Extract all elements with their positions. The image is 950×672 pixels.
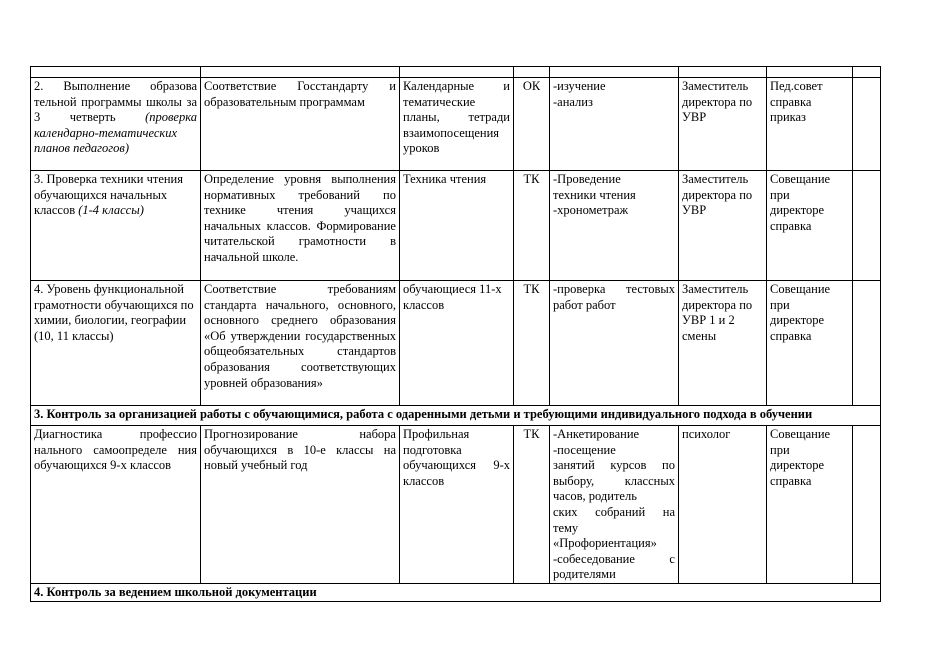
responsible-cell: Заместитель директора по УВР xyxy=(679,171,767,281)
method-item: -Проведение xyxy=(553,172,621,186)
object-cell: Профильная подготовка обучающихся 9-х классов xyxy=(400,426,514,584)
table-cell-empty xyxy=(550,67,679,78)
result-item: при xyxy=(770,187,790,202)
method-item: -хронометраж xyxy=(553,203,629,218)
object-cell: обучающиеся 11-х классов xyxy=(400,281,514,406)
table-cell-empty xyxy=(853,426,881,584)
methods-cell xyxy=(550,78,679,171)
method-item: -собеседование с xyxy=(553,551,675,566)
result-item: директоре xyxy=(770,458,825,473)
goal-cell: Прогнозирование набора обучающихся в 10-е классы на новый учебный год xyxy=(201,426,400,584)
method-item: родителями xyxy=(553,567,616,582)
indicator-cell xyxy=(31,281,201,406)
responsible-cell: Заместитель директора по УВР 1 и 2 смены xyxy=(679,281,767,406)
result-item: при xyxy=(770,442,790,457)
table-row xyxy=(31,426,881,584)
method-item: ских собраний на xyxy=(553,504,675,519)
indicator-text: 4. Уровень функциональной грамотности обучающихся по химии, биологии, географии (10, 11 классы) xyxy=(34,282,194,343)
section-header-row xyxy=(31,583,881,601)
result-cell xyxy=(767,171,853,281)
method-item: -анализ xyxy=(553,94,593,109)
result-cell xyxy=(767,78,853,171)
result-item: приказ xyxy=(770,110,806,125)
responsible-cell: Заместитель директора по УВР xyxy=(679,78,767,171)
responsible-cell: психолог xyxy=(679,426,767,584)
section-header-4: 4. Контроль за ведением школьной документации xyxy=(31,583,881,601)
type-cell: ТК xyxy=(514,171,550,281)
table-row-top-spacer xyxy=(31,67,881,78)
table-cell-empty xyxy=(31,67,201,78)
goal-cell: Соответствие Госстандарту и образовательным программам xyxy=(201,78,400,171)
result-item: Совещание xyxy=(770,427,831,441)
result-item: при xyxy=(770,297,790,312)
result-item: Совещание xyxy=(770,172,831,186)
result-item: справка xyxy=(770,328,812,343)
indicator-cell xyxy=(31,171,201,281)
section-header-row xyxy=(31,406,881,426)
table-row xyxy=(31,78,881,171)
table-cell-empty xyxy=(679,67,767,78)
result-item: директоре xyxy=(770,313,825,328)
result-item: Совещание xyxy=(770,282,831,296)
table-cell-empty xyxy=(767,67,853,78)
type-cell: ТК xyxy=(514,426,550,584)
indicator-cell: Диагностика профессио нального самоопределе ния обучающихся 9-х классов xyxy=(31,426,201,584)
method-item: -посещение xyxy=(553,442,616,457)
methods-cell xyxy=(550,426,679,584)
method-item: занятий курсов по xyxy=(553,458,675,473)
indicator-note: (1-4 классы) xyxy=(78,203,144,218)
table-cell-empty xyxy=(853,281,881,406)
methods-cell xyxy=(550,281,679,406)
method-item: техники чтения xyxy=(553,187,636,202)
result-item: Пед.совет xyxy=(770,79,823,93)
method-item: «Профориентация» xyxy=(553,536,657,551)
method-item: -изучение xyxy=(553,79,606,93)
result-item: директоре xyxy=(770,203,825,218)
table-cell-empty xyxy=(201,67,400,78)
goal-cell: Определение уровня выполнения нормативных требований по технике чтения учащихся начальных классов. Формирование читательской грамотности в начальной школе. xyxy=(201,171,400,281)
goal-cell: Соответствие требованиям стандарта начального, основного, основного среднего образования «Об утверждении государственных общеобязательных стандартов образования соответствующих уровней образования» xyxy=(201,281,400,406)
table-cell-empty xyxy=(853,67,881,78)
method-item: -Анкетирование xyxy=(553,427,640,441)
result-cell xyxy=(767,426,853,584)
indicator-note: (проверка календарно-тематических планов педагогов) xyxy=(34,110,197,156)
table-cell-empty xyxy=(853,78,881,171)
table-cell-empty xyxy=(514,67,550,78)
table-cell-empty xyxy=(400,67,514,78)
indicator-text: 2. Выполнение образова тельной программы школы за 3 четверть xyxy=(34,79,197,125)
methods-cell xyxy=(550,171,679,281)
method-item: часов, родитель xyxy=(553,489,637,504)
indicator-text: 3. Проверка техники чтения обучающихся начальных классов xyxy=(34,172,183,218)
object-cell: Календарные и тематические планы, тетради взаимопосещения уроков xyxy=(400,78,514,171)
table-row xyxy=(31,171,881,281)
type-cell: ОК xyxy=(514,78,550,171)
object-cell: Техника чтения xyxy=(400,171,514,281)
section-header-3: 3. Контроль за организацией работы с обучающимися, работа с одаренными детьми и требующими индивидуального подхода в обучении xyxy=(31,406,881,426)
method-item: выбору, классных xyxy=(553,473,675,488)
method-item: -проверка тестовых работ работ xyxy=(553,282,675,312)
result-item: справка xyxy=(770,94,812,109)
result-item: справка xyxy=(770,218,812,233)
indicator-cell xyxy=(31,78,201,171)
result-item: справка xyxy=(770,473,812,488)
table-row xyxy=(31,281,881,406)
method-item: тему xyxy=(553,520,579,535)
type-cell: ТК xyxy=(514,281,550,406)
table-cell-empty xyxy=(853,171,881,281)
result-cell xyxy=(767,281,853,406)
control-plan-table xyxy=(30,66,881,602)
